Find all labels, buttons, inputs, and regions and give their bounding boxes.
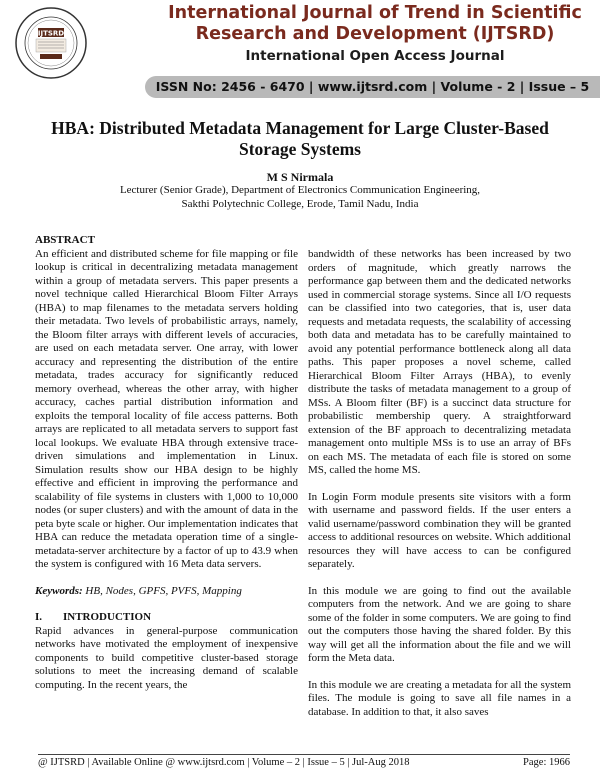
keywords [35, 585, 298, 599]
page-footer [38, 754, 570, 768]
body-paragraph-4: In this module we are creating a metadata for all the system files. The module is going to save all file names in a database. In addition to that, it also saves [308, 678, 571, 718]
author-affiliation [0, 184, 600, 211]
left-column [35, 234, 298, 705]
paper-title: HBA: Distributed Metadata Management for Large Cluster-Based Storage Systems [51, 118, 549, 159]
issn-bar: ISSN No: 2456 - 6470 | www.ijtsrd.com | Volume - 2 | Issue – 5 [145, 76, 600, 98]
intro-number: I. [35, 611, 43, 623]
right-column [308, 248, 571, 732]
body-paragraph-2: In Login Form module presents site visitors with a form with username and password fields. If the user enters a valid username/password combination they will be granted access to additional resources on website. Which additional resources they will have access to can be configured separately. [308, 490, 571, 570]
intro-text: Rapid advances in general-purpose communication networks have motivated the employment of inexpensive components to build competitive cluster-based storage solutions to meet the increasing demand of scalable computing. In the recent years, the [35, 624, 298, 691]
journal-masthead [0, 0, 600, 98]
journal-title: International Journal of Trend in Scientific Research and Development (IJTSRD) [168, 3, 582, 44]
open-access-label: International Open Access Journal [245, 48, 505, 64]
abstract-heading: ABSTRACT [35, 234, 95, 246]
ijtsrd-logo-icon [14, 6, 88, 80]
body-paragraph-1: bandwidth of these networks has been increased by two orders of magnitude, which greatly narrows the performance gap between them and the dedicated networks used in commercial storage systems. Since all I/O requests can be classified into two categories, that is, user data requests and metadata requests, the scalability of accessing both data and metadata has to be carefully maintained to avoid any potential performance bottleneck along all data paths. This paper proposes a novel scheme, called Hierarchical Bloom Filter Arrays (HBA), to evenly distribute the tasks of metadata management to a group of MSs. A Bloom filter (BF) is a succinct data structure for probabilistic membership query. A straightforward extension of the BF approach to decentralizing metadata management onto multiple MSs is to use an array of BFs on each MS. The metadata of each file is stored on some MS, called the home MS. [308, 248, 571, 476]
abstract-text: An efficient and distributed scheme for file mapping or file lookup is critical in decentralizing metadata management within a group of metadata servers. This paper presents a novel technique called Hierarchical Bloom Filter Arrays (HBA) to map filenames to the metadata servers holding their metadata. Two levels of probabilistic arrays, namely, the Bloom filter arrays with different levels of accuracies, are used on each metadata server. One array, with lower accuracy and representing the distribution of the entire metadata, trades accuracy for significantly reduced memory overhead, whereas the other array, with higher accuracy, caches partial distribution information and exploits the temporal locality of file access patterns. Both arrays are replicated to all metadata servers to support fast local lookups. We evaluate HBA through extensive trace-driven simulations and implementation in Linux. Simulation results show our HBA design to be highly effective and efficient in improving the performance and scalability of file systems in clusters with 1,000 to 10,000 nodes (or super clusters) and with the amount of data in the peta byte scale or higher. Our implementation indicates that HBA can reduce the metadata operation time of a single-metadata-server architecture by a factor of up to 43.9 when the system is configured with 16 Meta data servers. [35, 247, 298, 570]
page-number: Page: 1966 [523, 757, 570, 768]
author-name: M S Nirmala [266, 170, 334, 184]
body-paragraph-3: In this module we are going to find out the available computers from the network. And we are going to share some of the folder in some computers. We are going to find out the computers those having the shared folder. By this way will get all the information about the file and we will form the Meta data. [308, 584, 571, 664]
svg-text:IJTSRD: IJTSRD [37, 29, 65, 38]
intro-heading [35, 611, 298, 625]
footer-info: @ IJTSRD | Available Online @ www.ijtsrd.com | Volume – 2 | Issue – 5 | Jul-Aug 2018 [38, 757, 410, 768]
keywords-label: Keywords: [35, 584, 83, 597]
keywords-text: HB, Nodes, GPFS, PVFS, Mapping [85, 584, 242, 597]
journal-heading [160, 3, 590, 64]
affiliation-line-1: Lecturer (Senior Grade), Department of Electronics Communication Engineering, [119, 184, 481, 196]
intro-title: INTRODUCTION [63, 611, 152, 623]
affiliation-line-2: Sakthi Polytechnic College, Erode, Tamil Nadu, India [181, 197, 419, 210]
